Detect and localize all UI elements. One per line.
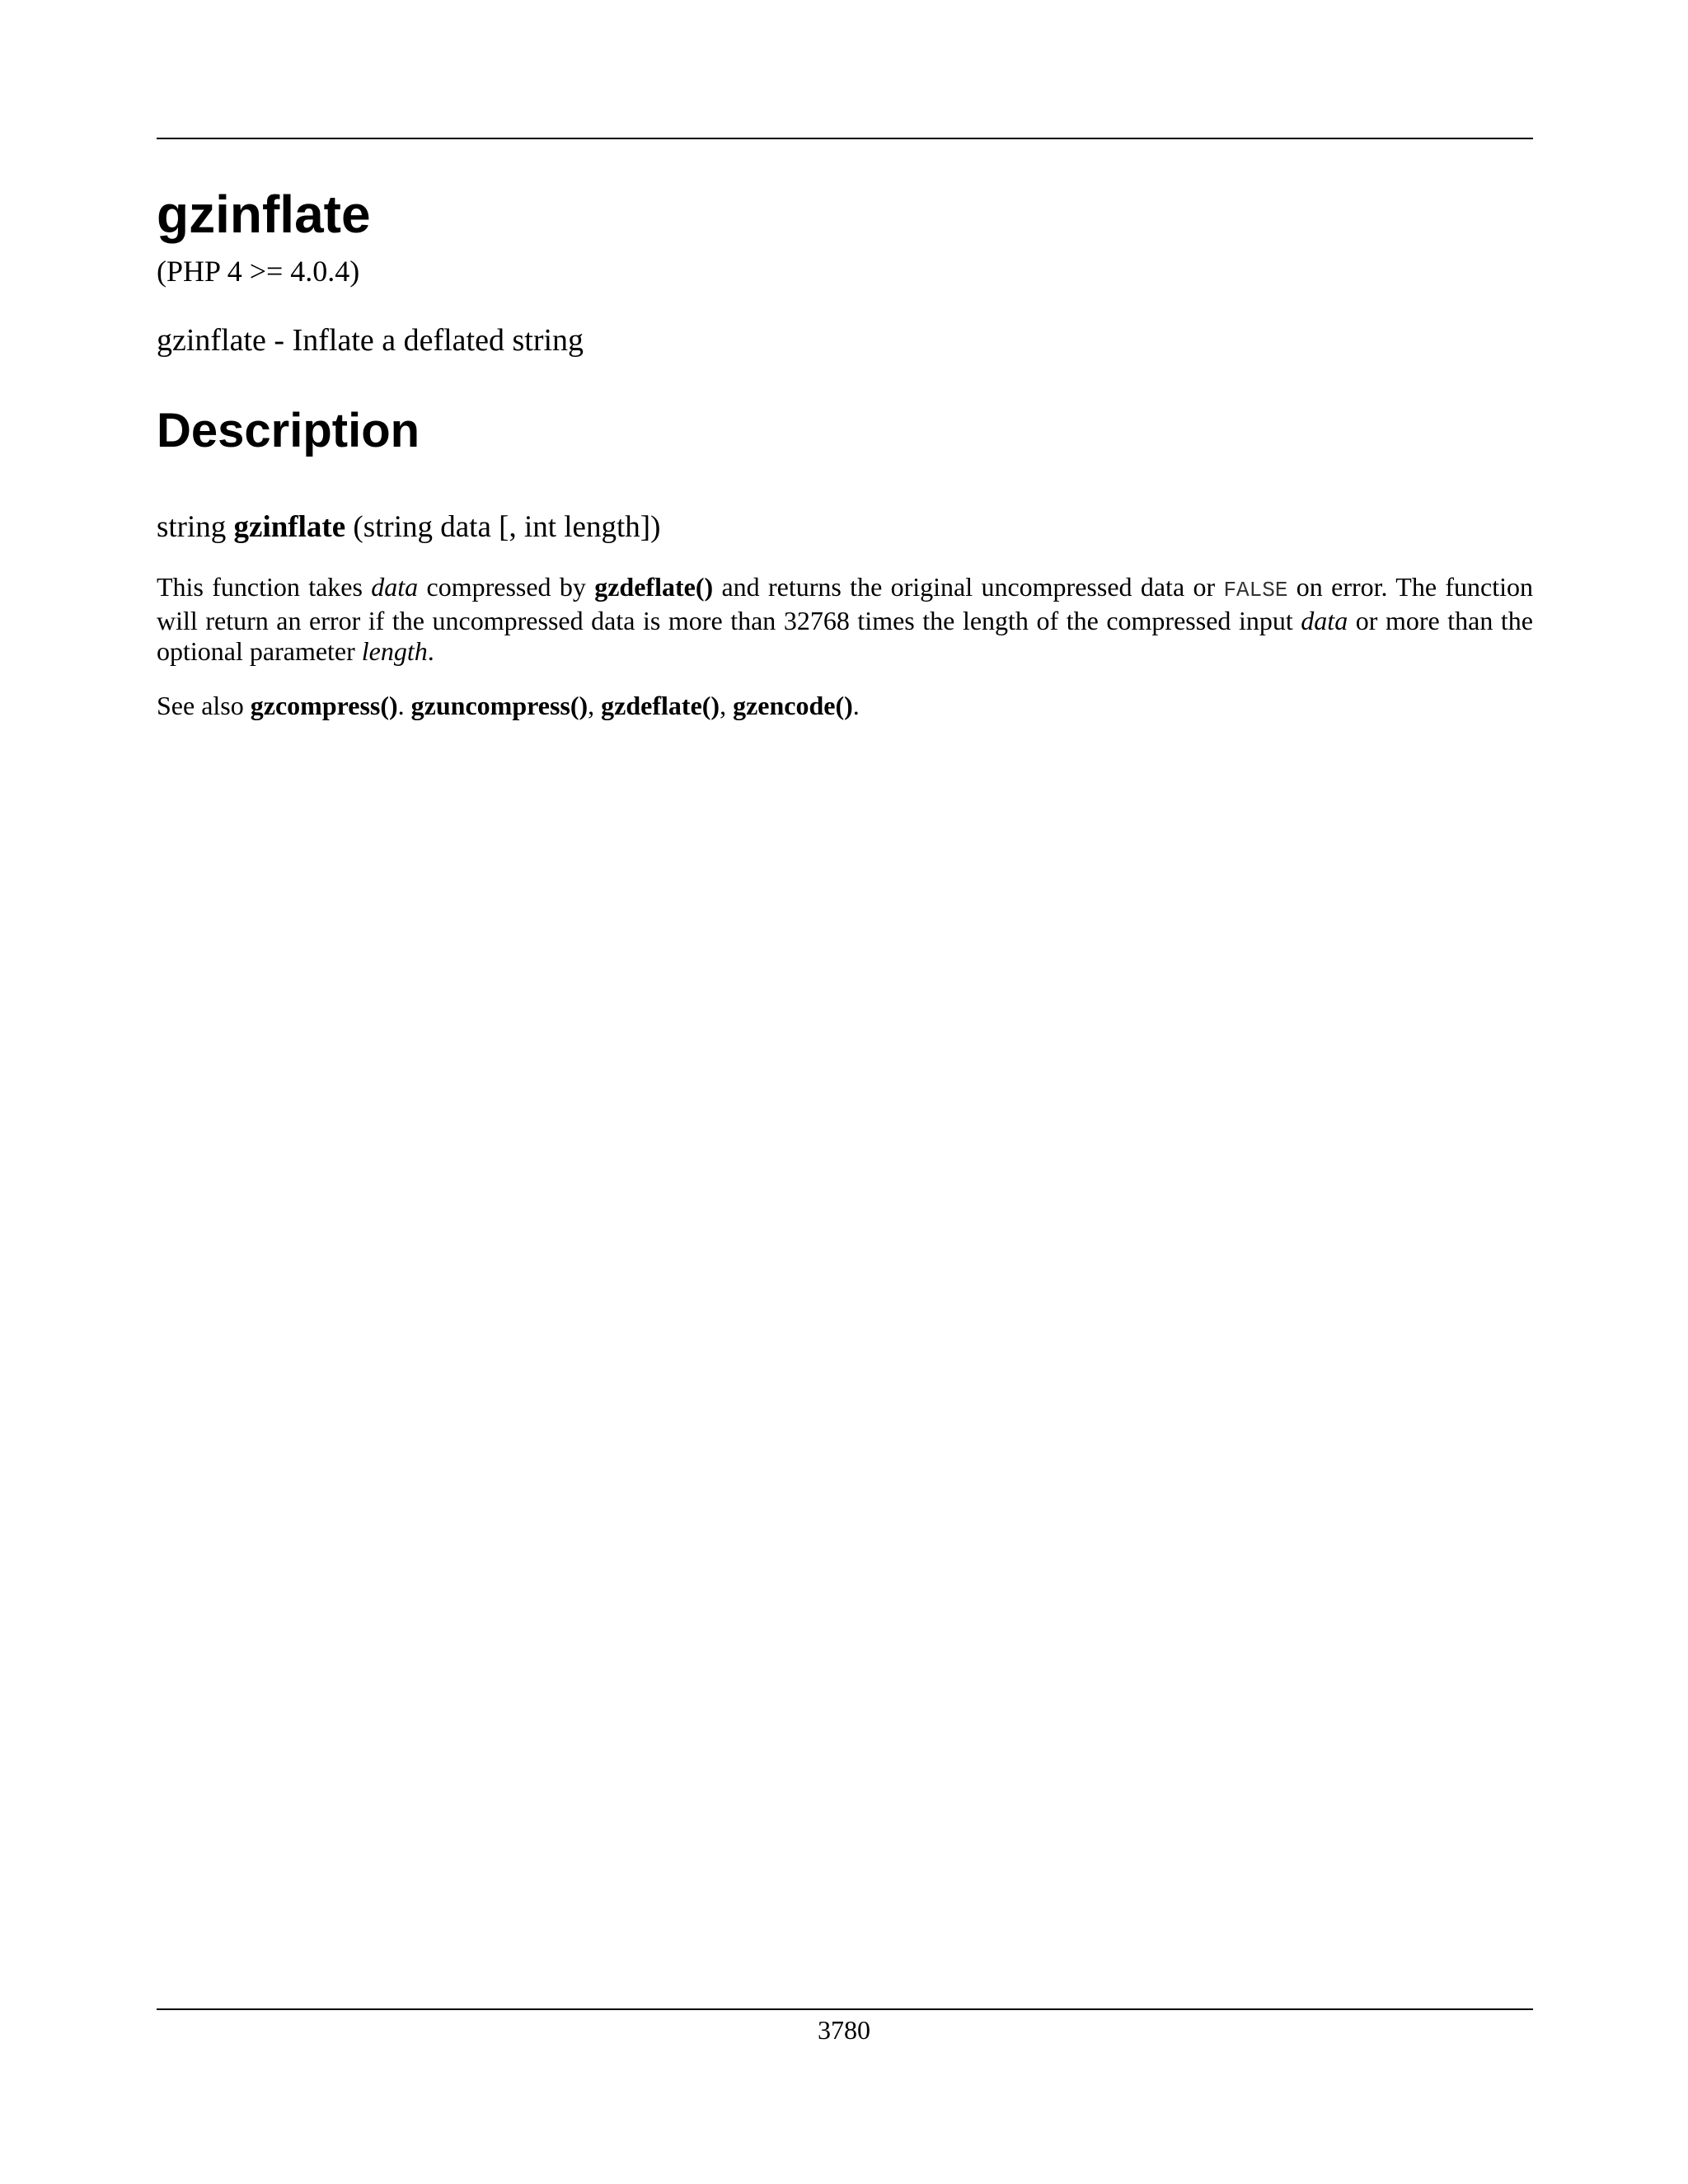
synopsis-return-type: string [157,510,227,544]
description-text: or more than the optional parameter [157,606,1534,666]
description-paragraph [157,572,1533,667]
function-ref-gzencode[interactable]: gzencode() [733,691,853,720]
description-text: This function takes [157,572,372,602]
function-ref-gzuncompress[interactable]: gzuncompress() [410,691,588,720]
version-info: (PHP 4 >= 4.0.4) [157,255,360,288]
separator: , [720,691,734,720]
separator: . [852,691,860,720]
param-data: data [371,572,419,602]
see-also-label: See also [157,691,251,720]
function-ref-gzdeflate[interactable]: gzdeflate() [594,572,714,602]
param-length: length [361,636,428,666]
bottom-rule [157,2008,1533,2010]
synopsis-params: (string data [, int length]) [353,510,661,544]
function-ref-gzcompress[interactable]: gzcompress() [250,691,398,720]
description-text: compressed by [418,572,595,602]
description-heading: Description [157,404,420,457]
function-ref-gzdeflate[interactable]: gzdeflate() [601,691,720,720]
description-text: and returns the original uncompressed data or [713,572,1224,602]
top-rule [157,138,1533,139]
synopsis-function-name: gzinflate [233,510,346,544]
constant-false: FALSE [1223,578,1288,602]
page-number: 3780 [818,2015,870,2045]
separator: . [397,691,411,720]
function-title: gzinflate [157,185,371,244]
description-text: . [427,636,434,666]
description-text: on error. The function will return an error if the uncompressed data is more than 32768 times the length of the compressed input [157,572,1533,635]
param-data: data [1301,606,1348,635]
separator: , [588,691,602,720]
see-also-paragraph [157,691,1533,721]
function-synopsis [157,511,660,545]
function-purpose: gzinflate - Inflate a deflated string [157,323,584,358]
